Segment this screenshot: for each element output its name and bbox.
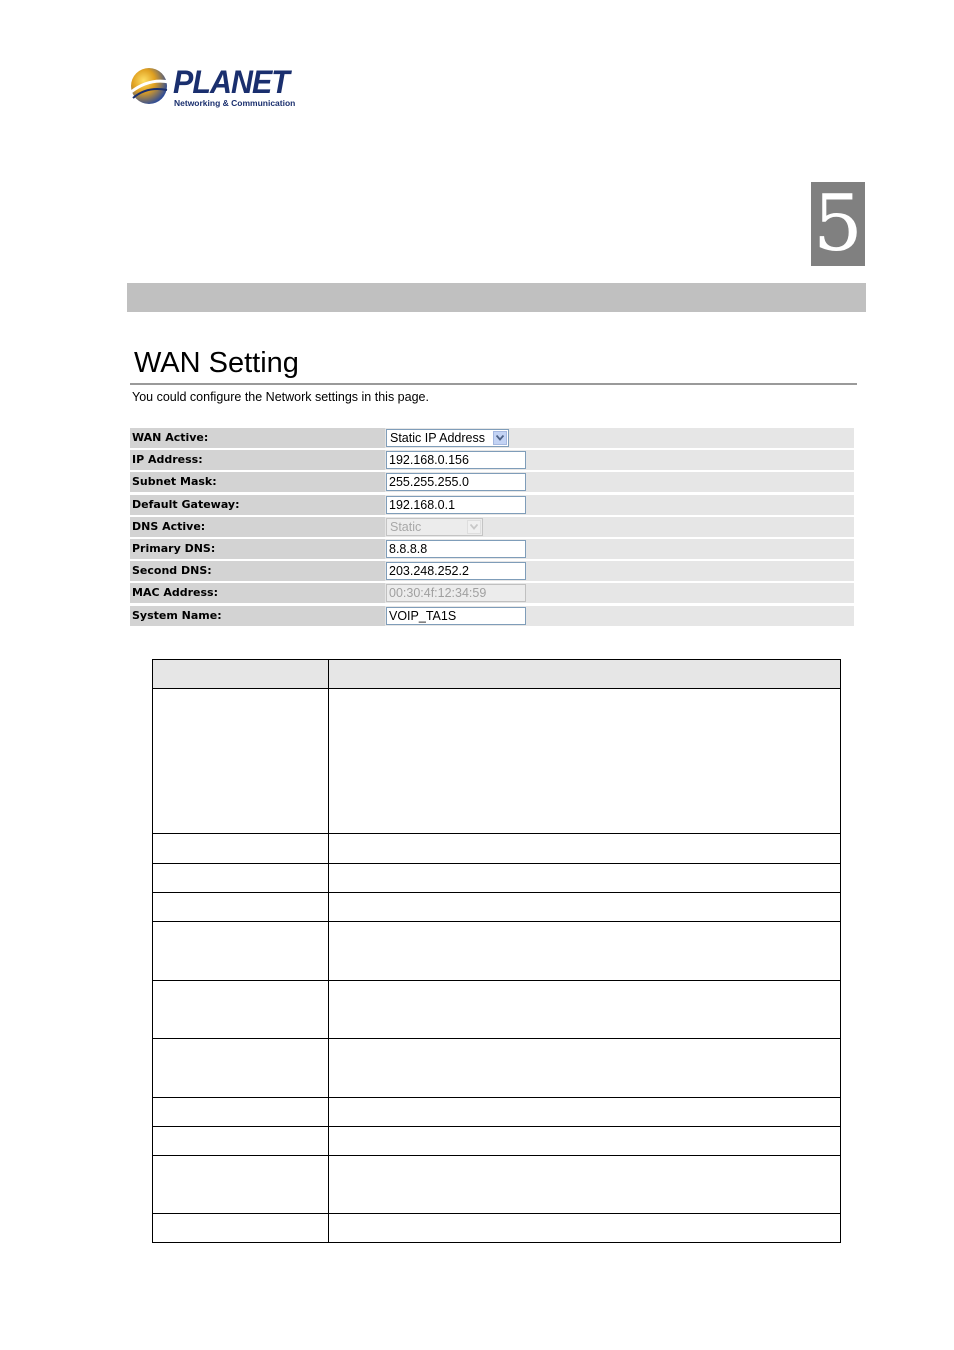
table-cell (153, 981, 329, 1039)
field-value-cell (385, 561, 854, 581)
panel-description: You could configure the Network settings in this page. (132, 390, 429, 404)
form-row-default-gateway (130, 495, 854, 515)
globe-icon (127, 64, 171, 108)
field-label: IP Address: (132, 453, 203, 467)
field-label: MAC Address: (132, 586, 219, 600)
table-row (153, 1214, 841, 1243)
system-name-input[interactable]: VOIP_TA1S (386, 607, 526, 625)
field-value-cell (385, 517, 854, 537)
logo-tagline: Networking & Communication (174, 98, 296, 108)
field-label: System Name: (132, 608, 222, 622)
field-value-cell (385, 428, 854, 448)
parameter-description-table (152, 659, 841, 1243)
table-cell (153, 834, 329, 864)
chevron-down-icon (467, 520, 481, 534)
mac-address-input: 00:30:4f:12:34:59 (386, 584, 526, 602)
table-header-row (153, 660, 841, 689)
table-row (153, 689, 841, 834)
form-row-ip-address (130, 450, 854, 470)
table-row (153, 1098, 841, 1127)
table-cell (153, 864, 329, 893)
chapter-number: 5 (811, 182, 865, 266)
table-row (153, 864, 841, 893)
form-row-primary-dns (130, 539, 854, 559)
planet-logo (127, 64, 297, 110)
field-label: Second DNS: (132, 564, 212, 578)
table-cell (329, 1098, 841, 1127)
second-dns-input[interactable]: 203.248.252.2 (386, 562, 526, 580)
table-cell (329, 1156, 841, 1214)
form-row-subnet-mask (130, 472, 854, 492)
ip-address-input[interactable]: 192.168.0.156 (386, 451, 526, 469)
form-row-dns-active (130, 517, 854, 537)
table-row (153, 981, 841, 1039)
select-value: Static (390, 519, 422, 534)
table-cell (153, 1127, 329, 1156)
table-cell (329, 1127, 841, 1156)
table-header-cell (329, 660, 841, 689)
field-value-cell (385, 472, 854, 492)
table-cell (329, 981, 841, 1039)
dns-active-select (386, 518, 483, 536)
table-cell (153, 1098, 329, 1127)
logo-brand: PLANET (173, 64, 289, 100)
table-row (153, 922, 841, 981)
table-row (153, 834, 841, 864)
field-label: DNS Active: (132, 519, 206, 533)
field-value-cell (385, 539, 854, 559)
field-value-cell (385, 450, 854, 470)
table-cell (329, 893, 841, 922)
table-row (153, 1156, 841, 1214)
table-cell (329, 689, 841, 834)
subnet-mask-input[interactable]: 255.255.255.0 (386, 473, 526, 491)
wan-settings-form (130, 428, 854, 628)
primary-dns-input[interactable]: 8.8.8.8 (386, 540, 526, 558)
field-label: Default Gateway: (132, 497, 240, 511)
field-value-cell (385, 495, 854, 515)
chapter-title-bar (127, 283, 866, 312)
table-cell (329, 834, 841, 864)
table-cell (329, 864, 841, 893)
table-cell (153, 1156, 329, 1214)
chevron-down-icon[interactable] (493, 431, 507, 445)
form-row-mac-address (130, 583, 854, 603)
table-cell (153, 922, 329, 981)
field-value-cell (385, 583, 854, 603)
form-row-wan-active (130, 428, 854, 448)
table-header-cell (153, 660, 329, 689)
field-label: Primary DNS: (132, 541, 216, 555)
field-value-cell (385, 606, 854, 626)
table-cell (153, 1214, 329, 1243)
form-row-system-name (130, 606, 854, 626)
table-row (153, 893, 841, 922)
wan-setting-title: WAN Setting (134, 347, 299, 379)
select-value: Static IP Address (390, 431, 485, 445)
table-cell (153, 893, 329, 922)
table-cell (329, 1214, 841, 1243)
field-label: Subnet Mask: (132, 475, 217, 489)
table-cell (329, 922, 841, 981)
field-label: WAN Active: (132, 431, 209, 444)
form-row-second-dns (130, 561, 854, 581)
default-gateway-input[interactable]: 192.168.0.1 (386, 496, 526, 514)
table-cell (329, 1039, 841, 1098)
table-cell (153, 1039, 329, 1098)
table-row (153, 1039, 841, 1098)
title-divider (130, 383, 857, 385)
table-row (153, 1127, 841, 1156)
wan-active-select[interactable] (386, 429, 509, 447)
table-cell (153, 689, 329, 834)
